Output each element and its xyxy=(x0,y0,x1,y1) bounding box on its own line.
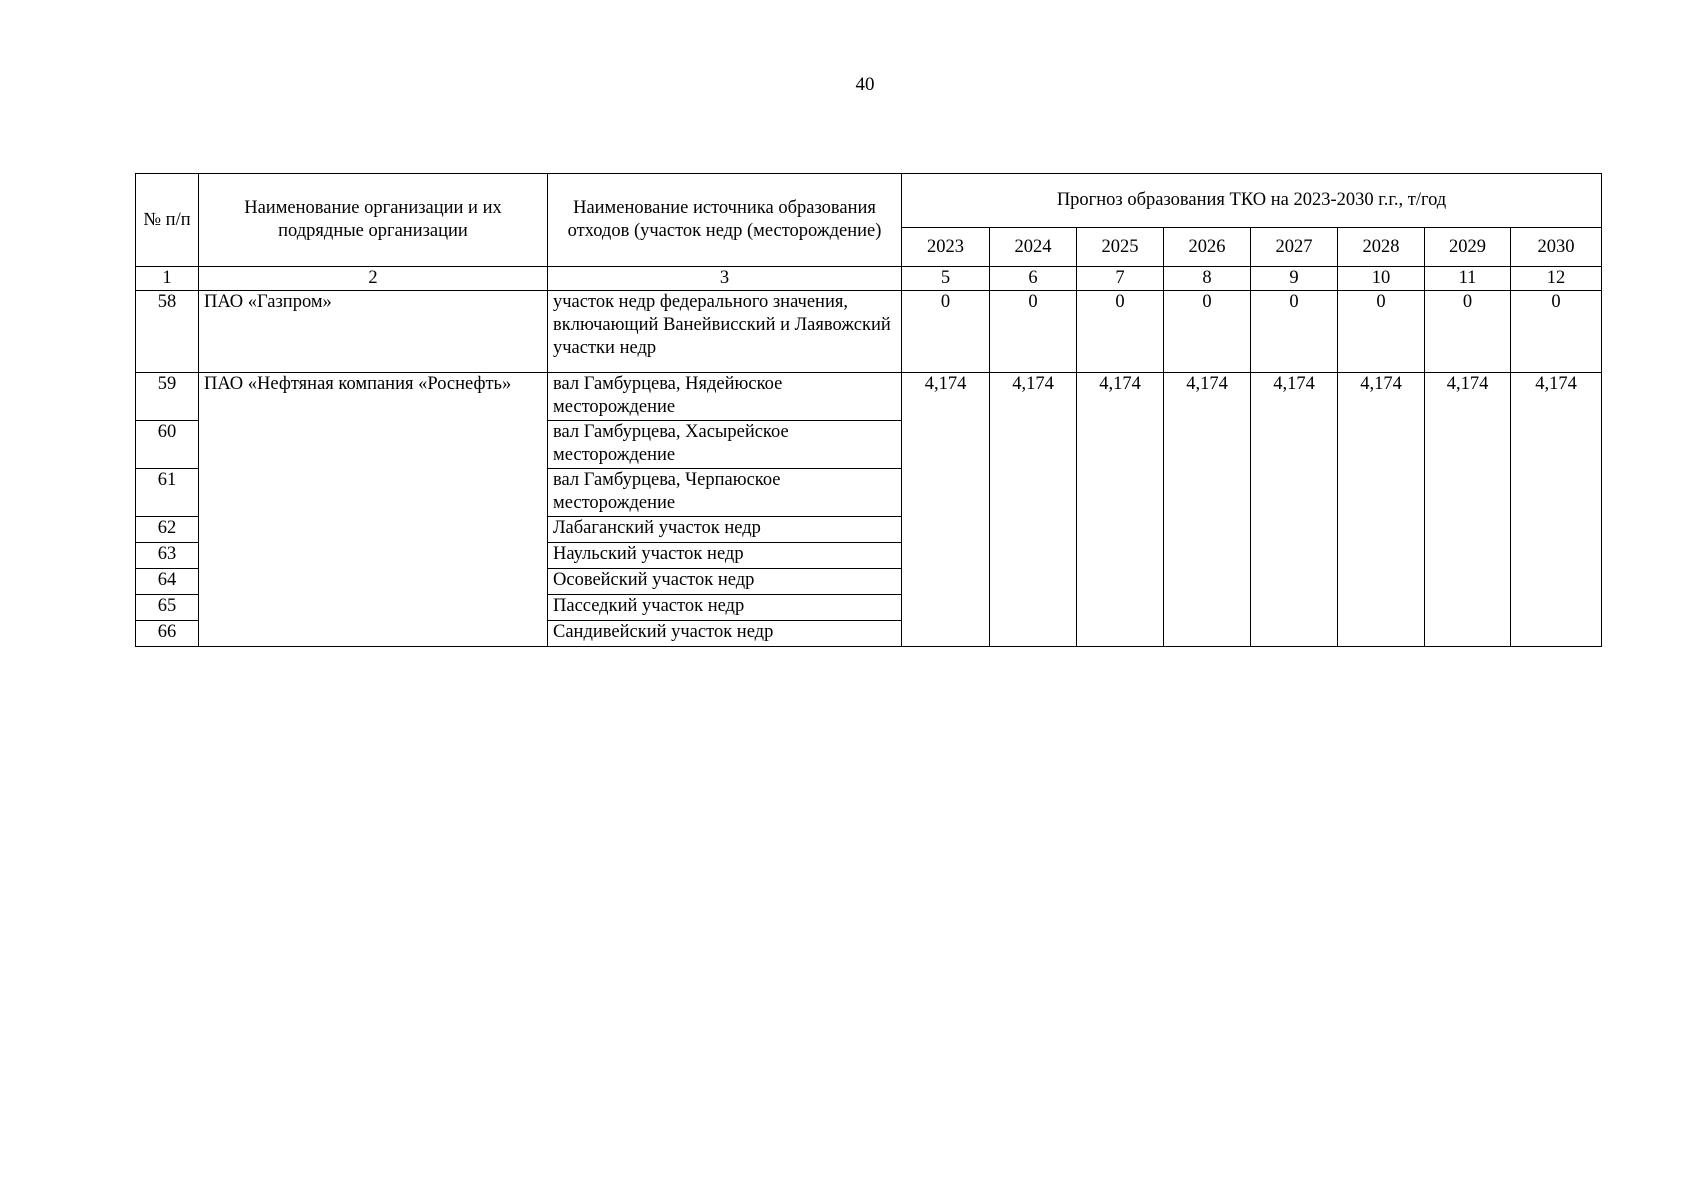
row-number: 60 xyxy=(136,421,199,469)
source-name: Наульский участок недр xyxy=(548,543,902,569)
forecast-value: 4,174 xyxy=(1077,373,1164,647)
column-number: 8 xyxy=(1164,267,1251,291)
column-number: 12 xyxy=(1511,267,1602,291)
row-number: 61 xyxy=(136,469,199,517)
organization-name: ПАО «Нефтяная компания «Роснефть» xyxy=(199,373,548,647)
table-row xyxy=(136,291,1602,373)
source-name: Сандивейский участок недр xyxy=(548,621,902,647)
column-numbers-row xyxy=(136,267,1602,291)
header-year: 2028 xyxy=(1338,228,1425,267)
forecast-value: 0 xyxy=(1338,291,1425,373)
row-number: 65 xyxy=(136,595,199,621)
column-number: 5 xyxy=(902,267,990,291)
header-num: № п/п xyxy=(136,174,199,267)
page-number: 40 xyxy=(855,74,875,95)
column-number: 1 xyxy=(136,267,199,291)
row-number: 63 xyxy=(136,543,199,569)
source-name: вал Гамбурцева, Хасырейское месторождение xyxy=(548,421,902,469)
source-name: Пасседкий участок недр xyxy=(548,595,902,621)
column-number: 9 xyxy=(1251,267,1338,291)
row-number: 62 xyxy=(136,517,199,543)
header-year: 2024 xyxy=(990,228,1077,267)
column-number: 2 xyxy=(199,267,548,291)
header-year: 2025 xyxy=(1077,228,1164,267)
source-name: вал Гамбурцева, Черпаюское месторождение xyxy=(548,469,902,517)
forecast-value: 4,174 xyxy=(1425,373,1511,647)
forecast-value: 0 xyxy=(1251,291,1338,373)
source-name: Лабаганский участок недр xyxy=(548,517,902,543)
row-number: 58 xyxy=(136,291,199,373)
header-row xyxy=(136,174,1602,228)
header-source: Наименование источника образования отходов (участок недр (месторождение) xyxy=(548,174,902,267)
column-number: 7 xyxy=(1077,267,1164,291)
column-number: 3 xyxy=(548,267,902,291)
forecast-value: 0 xyxy=(1164,291,1251,373)
header-year: 2030 xyxy=(1511,228,1602,267)
source-name: Осовейский участок недр xyxy=(548,569,902,595)
forecast-value: 4,174 xyxy=(1511,373,1602,647)
column-number: 11 xyxy=(1425,267,1511,291)
row-number: 59 xyxy=(136,373,199,421)
forecast-value: 0 xyxy=(902,291,990,373)
header-organization: Наименование организации и их подрядные организации xyxy=(199,174,548,267)
forecast-value: 4,174 xyxy=(1338,373,1425,647)
forecast-value: 4,174 xyxy=(1164,373,1251,647)
header-year: 2023 xyxy=(902,228,990,267)
row-number: 66 xyxy=(136,621,199,647)
header-year: 2027 xyxy=(1251,228,1338,267)
forecast-value: 4,174 xyxy=(1251,373,1338,647)
header-year: 2026 xyxy=(1164,228,1251,267)
row-number: 64 xyxy=(136,569,199,595)
column-number: 6 xyxy=(990,267,1077,291)
forecast-value: 0 xyxy=(990,291,1077,373)
source-name: участок недр федерального значения, включающий Ванейвисский и Лаявожский участки недр xyxy=(548,291,902,373)
column-number: 10 xyxy=(1338,267,1425,291)
header-forecast: Прогноз образования ТКО на 2023-2030 г.г., т/год xyxy=(902,174,1602,228)
header-year: 2029 xyxy=(1425,228,1511,267)
forecast-value: 0 xyxy=(1425,291,1511,373)
waste-forecast-table xyxy=(135,173,1602,647)
organization-name: ПАО «Газпром» xyxy=(199,291,548,373)
table-row xyxy=(136,373,1602,421)
source-name: вал Гамбурцева, Нядейюское месторождение xyxy=(548,373,902,421)
forecast-value: 4,174 xyxy=(990,373,1077,647)
forecast-value: 0 xyxy=(1511,291,1602,373)
forecast-value: 0 xyxy=(1077,291,1164,373)
forecast-value: 4,174 xyxy=(902,373,990,647)
